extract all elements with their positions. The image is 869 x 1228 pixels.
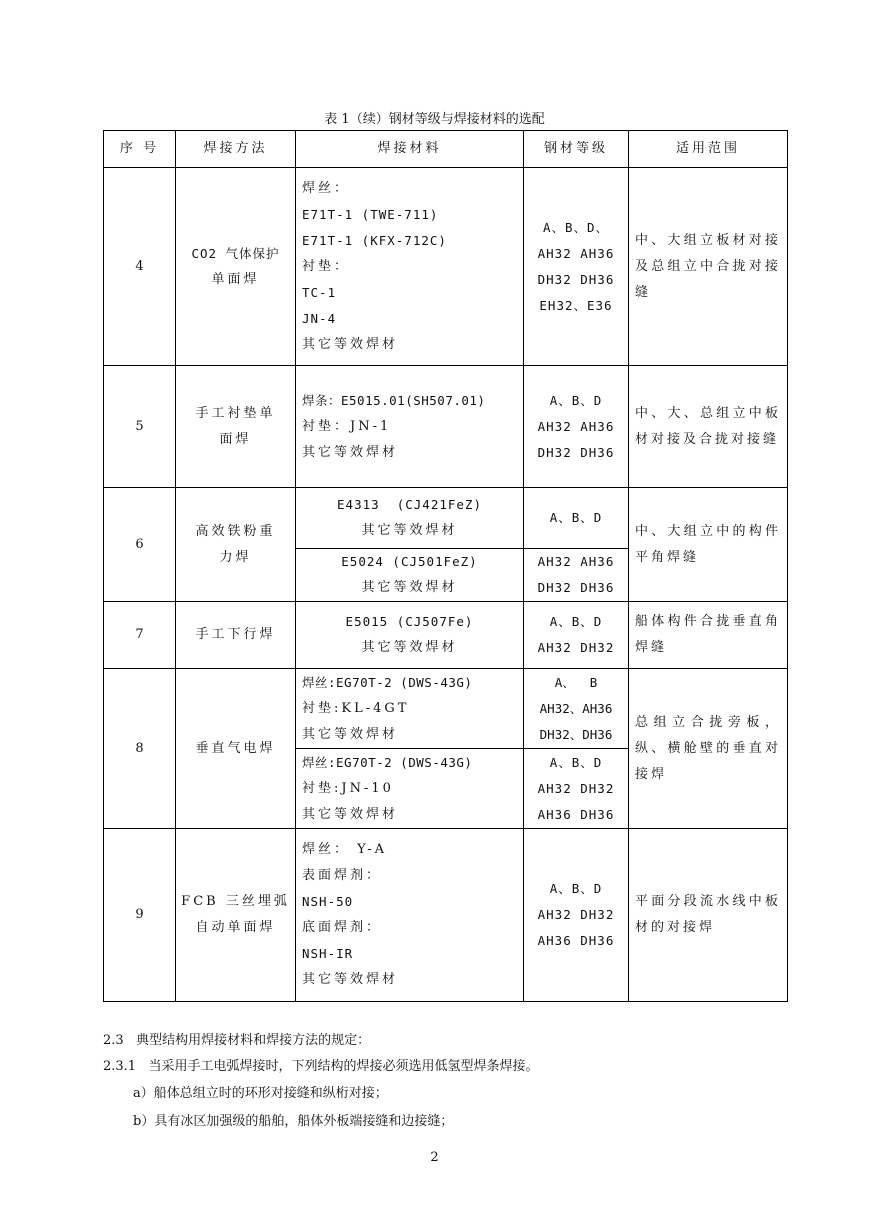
header-scope: 适用范围 [629, 131, 788, 168]
row-method: 高效铁粉重 力焊 [176, 488, 296, 602]
list-item-b: b）具有冰区加强级的船舶，船体外板端接缝和边接缝； [133, 1114, 454, 1129]
row-method: CO2 气体保护 单面焊 [176, 168, 296, 366]
table-row [104, 602, 788, 669]
row-no: 7 [104, 602, 176, 669]
header-material: 焊接材料 [296, 131, 524, 168]
row-no: 6 [104, 488, 176, 602]
table-header-row [104, 131, 788, 168]
row-material: E5024 (CJ501FeZ) 其它等效焊材 [296, 549, 524, 602]
row-no: 5 [104, 366, 176, 488]
row-scope: 中、大、总组立中板材对接及合拢对接缝 [629, 366, 788, 488]
row-material: E5015 (CJ507Fe) 其它等效焊材 [296, 602, 524, 669]
row-method: FCB 三丝埋弧 自动单面焊 [176, 829, 296, 1002]
row-material: 焊丝： E71T-1 (TWE-711) E71T-1 (KFX-712C) 衬垫： TC-1 JN-4 其它等效焊材 [296, 168, 524, 366]
row-scope: 平面分段流水线中板材的对接焊 [629, 829, 788, 1002]
table-row [104, 829, 788, 1002]
table-row [104, 366, 788, 488]
row-scope: 中、大组立中的构件平角焊缝 [629, 488, 788, 602]
header-no: 序 号 [104, 131, 176, 168]
row-method: 垂直气电焊 [176, 669, 296, 829]
row-method: 手工衬垫单 面焊 [176, 366, 296, 488]
row-material: E4313 (CJ421FeZ) 其它等效焊材 [296, 488, 524, 549]
header-method: 焊接方法 [176, 131, 296, 168]
row-scope: 船体构件合拢垂直角焊缝 [629, 602, 788, 669]
list-item-a: a）船体总组立时的环形对接缝和纵桁对接； [133, 1086, 388, 1101]
row-grade: A、B、D AH32 DH32 AH36 DH36 [524, 749, 629, 829]
row-method: 手工下行焊 [176, 602, 296, 669]
table-row [104, 168, 788, 366]
row-grade: AH32 AH36 DH32 DH36 [524, 549, 629, 602]
header-grade: 钢材等级 [524, 131, 629, 168]
row-material: 焊丝:EG70T-2 (DWS-43G) 衬垫:KL-4GT 其它等效焊材 [296, 669, 524, 749]
section-2-3-1-text: 2.3.1 当采用手工电弧焊接时，下列结构的焊接必须选用低氢型焊条焊接。 [103, 1059, 539, 1074]
row-no: 9 [104, 829, 176, 1002]
row-no: 4 [104, 168, 176, 366]
row-material: 焊丝： Y-A 表面焊剂： NSH-50 底面焊剂： NSH-IR 其它等效焊材 [296, 829, 524, 1002]
section-2-3-heading: 2.3 典型结构用焊接材料和焊接方法的规定： [103, 1033, 371, 1048]
page-number: 2 [430, 1150, 439, 1165]
row-grade: A、 B AH32、AH36 DH32、DH36 [524, 669, 629, 749]
row-no: 8 [104, 669, 176, 829]
row-scope: 总组立合拢旁板，纵、横舱壁的垂直对接焊 [629, 669, 788, 829]
row-grade: A、B、D [524, 488, 629, 549]
table-row [104, 488, 788, 549]
table-row [104, 669, 788, 749]
row-grade: A、B、D、 AH32 AH36 DH32 DH36 EH32、E36 [524, 168, 629, 366]
welding-materials-table [103, 130, 788, 1002]
row-material: 焊条：E5015.01(SH507.01) 衬垫：JN-1 其它等效焊材 [296, 366, 524, 488]
row-scope: 中、大组立板材对接及总组立中合拢对接缝 [629, 168, 788, 366]
row-grade: A、B、D AH32 DH32 [524, 602, 629, 669]
row-material: 焊丝:EG70T-2 (DWS-43G) 衬垫:JN-10 其它等效焊材 [296, 749, 524, 829]
row-grade: A、B、D AH32 DH32 AH36 DH36 [524, 829, 629, 1002]
row-grade: A、B、D AH32 AH36 DH32 DH36 [524, 366, 629, 488]
table-caption: 表 1（续）钢材等级与焊接材料的选配 [324, 112, 545, 127]
